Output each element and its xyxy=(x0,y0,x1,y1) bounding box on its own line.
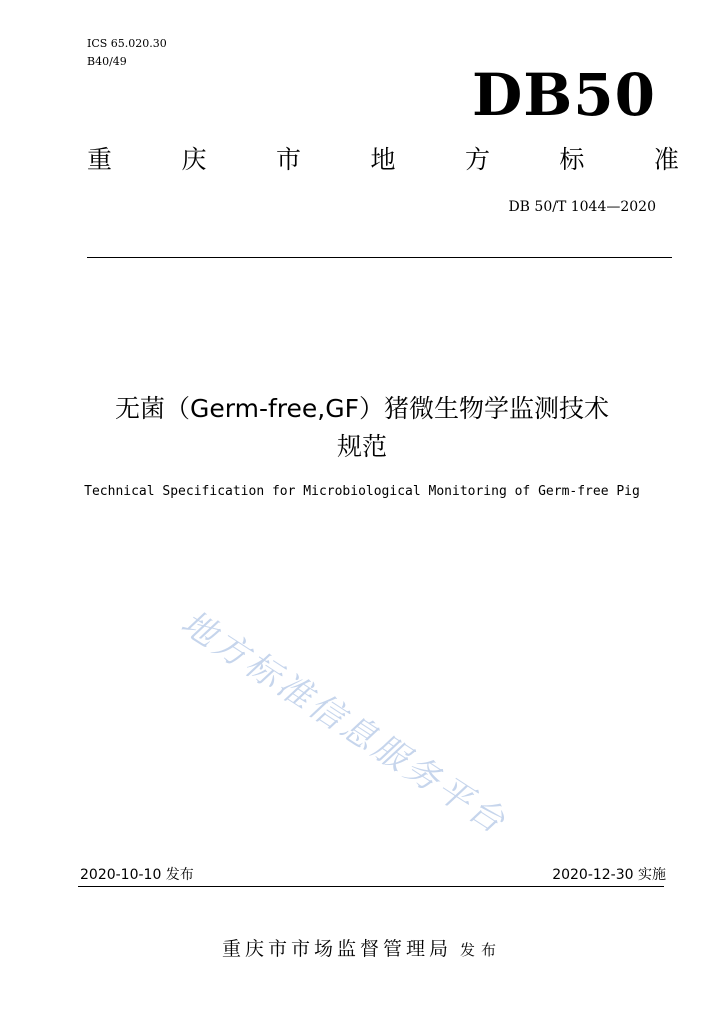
title-chinese xyxy=(0,390,724,466)
title-chinese-line-1: 无菌（Germ-free,GF）猪微生物学监测技术 xyxy=(115,394,609,423)
footer-divider xyxy=(78,886,664,887)
standard-type-char: 重 xyxy=(87,145,113,174)
standard-number: DB 50/T 1044—2020 xyxy=(508,199,656,215)
standard-type-char: 准 xyxy=(653,145,679,174)
standard-type-char: 标 xyxy=(559,145,585,174)
watermark: 地方标准信息服务平台 xyxy=(173,602,515,844)
title-chinese-line-2: 规范 xyxy=(336,432,387,461)
ics-code: ICS 65.020.30 xyxy=(87,37,167,50)
ccs-code: B40/49 xyxy=(87,55,127,68)
publisher-action: 发布 xyxy=(460,941,503,959)
header-divider xyxy=(87,257,672,258)
publisher xyxy=(0,936,724,963)
implementation-date: 2020-12-30 实施 xyxy=(552,867,666,883)
title-english: Technical Specification for Microbiological Monitoring of Germ-free Pig xyxy=(84,484,640,499)
issue-date: 2020-10-10 发布 xyxy=(80,867,194,883)
standard-type-char: 地 xyxy=(370,145,396,174)
standard-type xyxy=(87,143,679,177)
publisher-name: 重庆市市场监督管理局 xyxy=(221,938,452,960)
standard-type-char: 庆 xyxy=(181,145,207,174)
standard-type-char: 方 xyxy=(464,145,490,174)
db-logo: DB50 xyxy=(471,61,656,129)
standard-type-char: 市 xyxy=(275,145,301,174)
